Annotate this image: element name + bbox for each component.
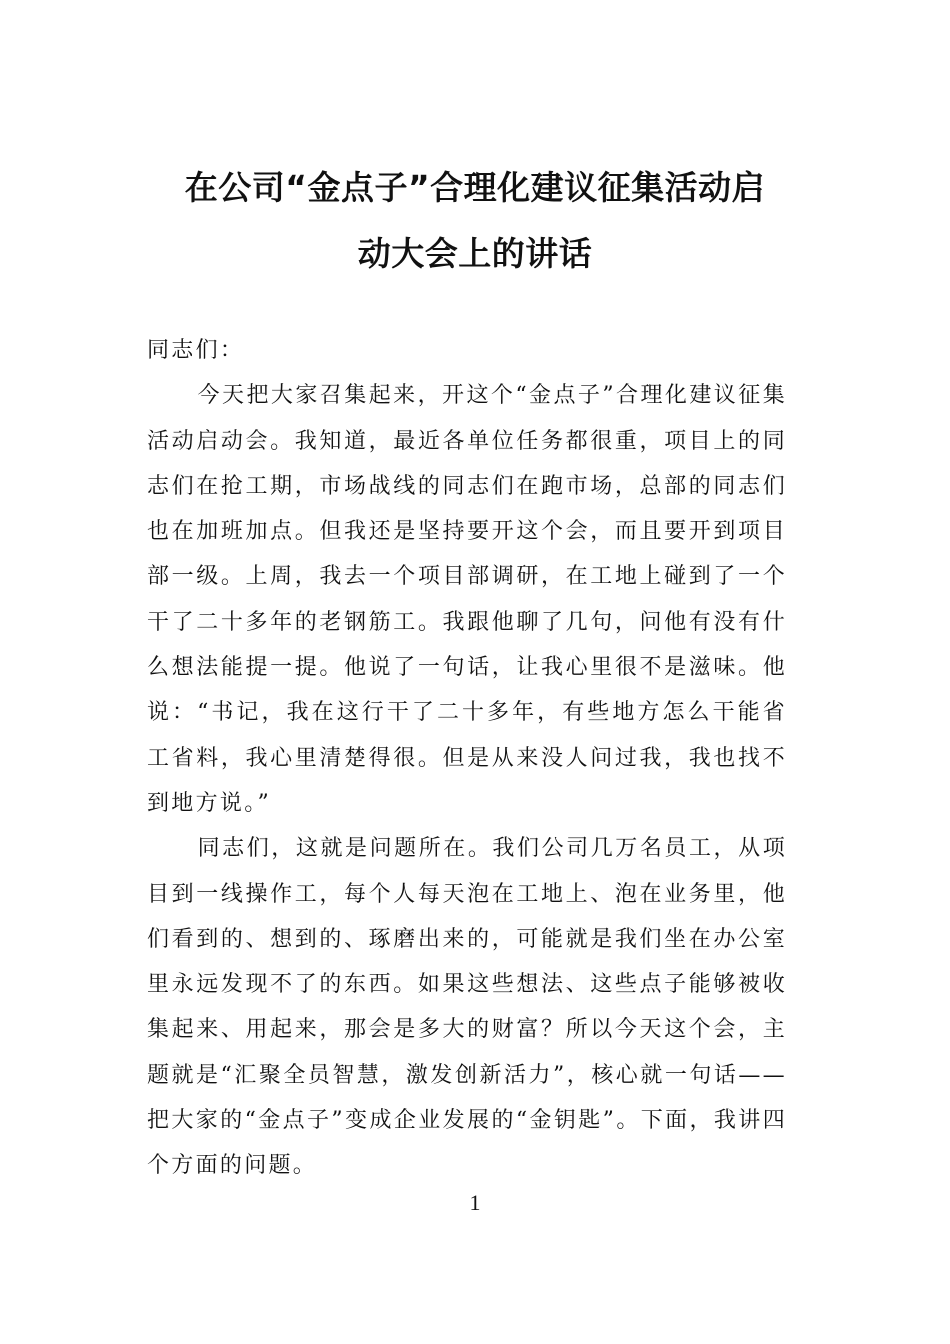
salutation: 同志们：	[147, 338, 245, 363]
document-body	[147, 328, 787, 1189]
paragraph-2: 同志们，这就是问题所在。我们公司几万名员工，从项目到一线操作工，每个人每天泡在工地上、泡在业务里，他们看到的、想到的、琢磨出来的，可能就是我们坐在办公室里永远发现不了的东西。如果这些想法、这些点子能够被收集起来、用起来，那会是多大的财富？所以今天这个会，主题就是“汇聚全员智慧，激发创新活力”，核心就一句话——把大家的“金点子”变成企业发展的“金钥匙”。下面，我讲四个方面的问题。	[147, 836, 787, 1179]
title-line-2: 动大会上的讲话	[357, 234, 593, 273]
page-number: 1	[469, 1190, 481, 1215]
document-title	[120, 155, 830, 287]
title-line-1: 在公司“金点子”合理化建议征集活动启	[184, 168, 766, 207]
paragraph-1: 今天把大家召集起来，开这个“金点子”合理化建议征集活动启动会。我知道，最近各单位任务都很重，项目上的同志们在抢工期，市场战线的同志们在跑市场，总部的同志们也在加班加点。但我还是坚持要开这个会，而且要开到项目部一级。上周，我去一个项目部调研，在工地上碰到了一个干了二十多年的老钢筋工。我跟他聊了几句，问他有没有什么想法能提一提。他说了一句话，让我心里很不是滋味。他说：“书记，我在这行干了二十多年，有些地方怎么干能省工省料，我心里清楚得很。但是从来没人问过我，我也找不到地方说。”	[147, 383, 787, 816]
